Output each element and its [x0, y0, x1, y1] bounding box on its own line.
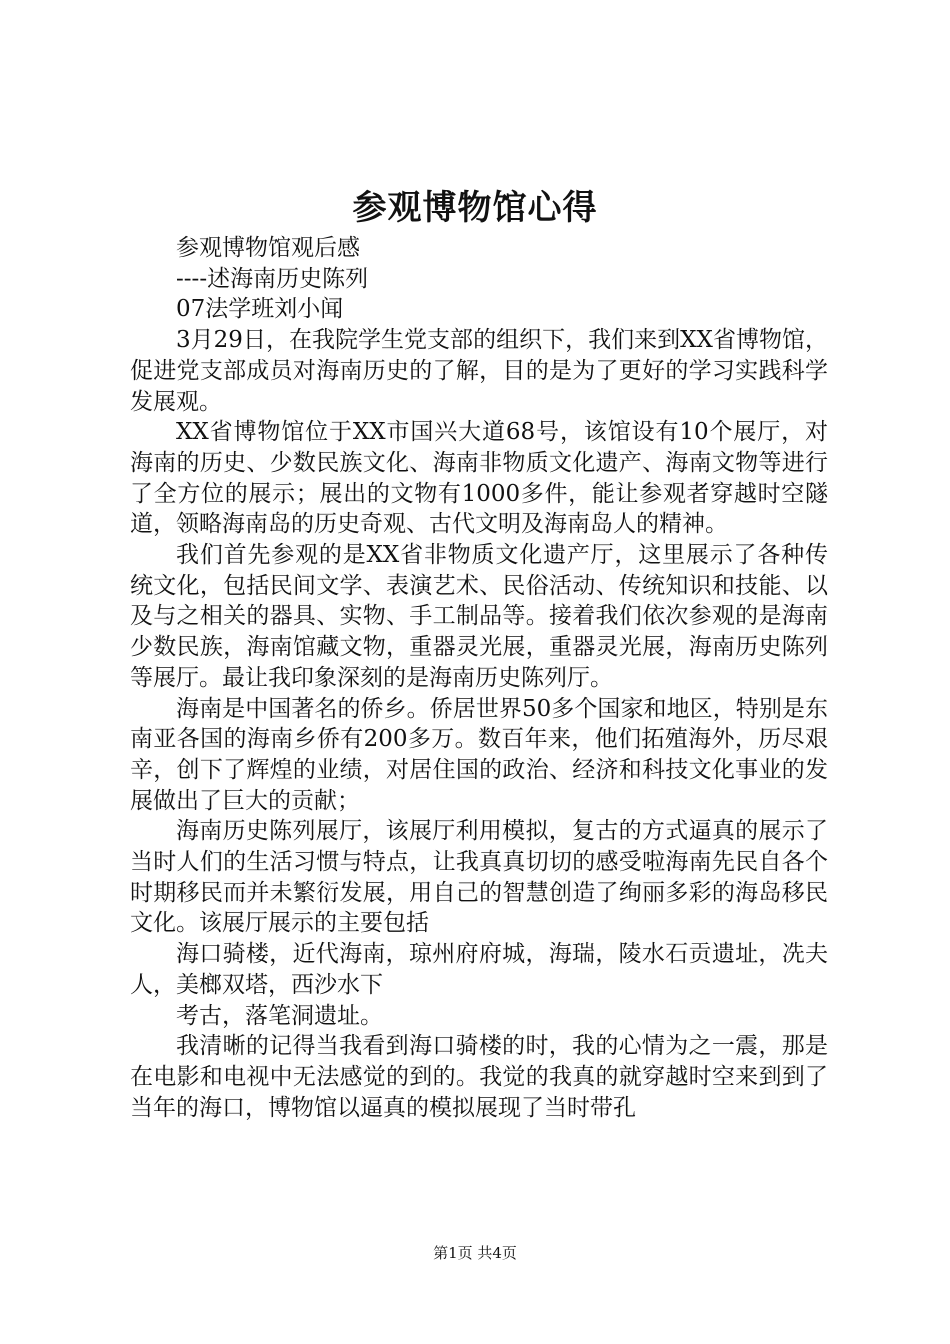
- document-body: [130, 233, 828, 1123]
- paragraph: 07法学班刘小闻: [176, 296, 344, 323]
- paragraph: 考古，落笔洞遗址。: [176, 1002, 383, 1029]
- paragraph: 参观博物馆观后感: [176, 235, 360, 261]
- paragraph: 海南是中国著名的侨乡。侨居世界50多个国家和地区，特别是东南亚各国的海南乡侨有200多万。数百年来，他们拓殖海外，历尽艰辛，创下了辉煌的业绩，对居住国的政治、经济和科技文化事业的发展做出了巨大的贡献；: [130, 695, 828, 814]
- paragraph: 我清晰的记得当我看到海口骑楼的时，我的心情为之一震，那是在电影和电视中无法感觉的到的。我觉的我真的就穿越时空来到到了当年的海口，博物馆以逼真的模拟展现了当时带孔: [130, 1033, 828, 1121]
- paragraph: ----述海南历史陈列: [176, 265, 369, 292]
- page-footer: 第1页 共4页: [433, 1244, 517, 1262]
- paragraph: 我们首先参观的是XX省非物质文化遗产厅，这里展示了各种传统文化，包括民间文学、表演艺术、民俗活动、传统知识和技能、以及与之相关的器具、实物、手工制品等。接着我们依次参观的是海南少数民族，海南馆藏文物，重器灵光展，重器灵光展，海南历史陈列等展厅。最让我印象深刻的是海南历史陈列厅。: [130, 542, 828, 691]
- document-title: 参观博物馆心得: [352, 188, 598, 228]
- paragraph: 3月29日，在我院学生党支部的组织下，我们来到XX省博物馆，促进党支部成员对海南历史的了解，目的是为了更好的学习实践科学发展观。: [130, 327, 828, 415]
- paragraph: XX省博物馆位于XX市国兴大道68号，该馆设有10个展厅，对海南的历史、少数民族文化、海南非物质文化遗产、海南文物等进行了全方位的展示；展出的文物有1000多件，能让参观者穿越时空隧道，领略海南岛的历史奇观、古代文明及海南岛人的精神。: [130, 419, 828, 538]
- paragraph: 海口骑楼，近代海南，琼州府府城，海瑞，陵水石贡遗址，冼夫人，美榔双塔，西沙水下: [130, 941, 828, 998]
- paragraph: 海南历史陈列展厅，该展厅利用模拟，复古的方式逼真的展示了当时人们的生活习惯与特点，让我真真切切的感受啦海南先民自各个时期移民而并未繁衍发展，用自己的智慧创造了绚丽多彩的海岛移民文化。该展厅展示的主要包括: [130, 818, 828, 937]
